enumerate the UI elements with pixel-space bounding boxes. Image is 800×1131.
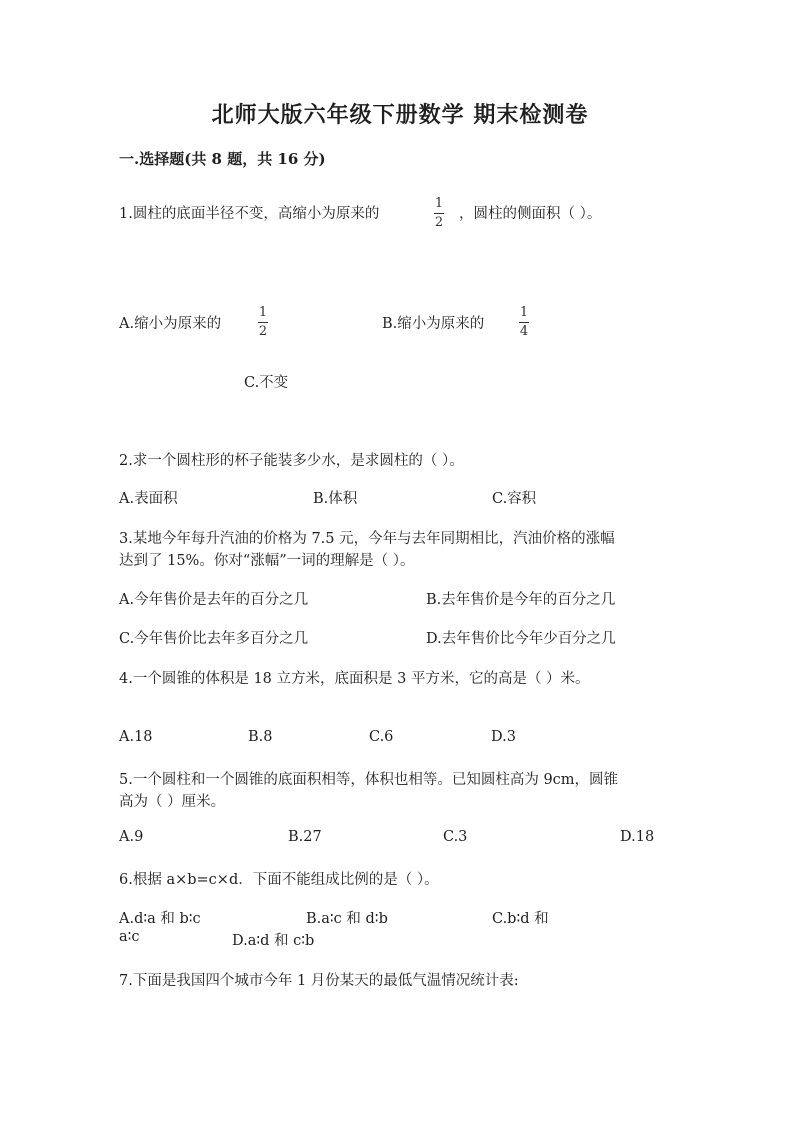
fraction-denominator: 2	[258, 324, 268, 339]
question-5-option-a: A.9	[119, 829, 144, 845]
question-5-stem-line1: 5.一个圆柱和一个圆锥的底面积相等，体积也相等。已知圆柱高为 9cm，圆锥	[119, 772, 619, 788]
fraction-denominator: 4	[519, 324, 529, 339]
question-6-option-a: A.d∶a 和 b∶c	[119, 911, 201, 927]
question-2-stem: 2.求一个圆柱形的杯子能装多少水，是求圆柱的（ ）。	[119, 453, 464, 469]
question-4-option-c: C.6	[369, 729, 394, 745]
question-6-option-c-continued: a∶c	[119, 929, 140, 945]
question-1-stem-part1: 1.圆柱的底面半径不变，高缩小为原来的	[119, 206, 380, 222]
section-heading: 一.选择题(共 8 题，共 16 分)	[119, 150, 326, 168]
question-2-option-b: B.体积	[313, 491, 358, 507]
question-5-option-c: C.3	[443, 829, 468, 845]
question-3-stem-line2: 达到了 15%。你对“涨幅”一词的理解是（ ）。	[119, 553, 415, 569]
question-6-option-c: C.b∶d 和	[492, 911, 549, 927]
question-5-stem-line2: 高为（ ）厘米。	[119, 794, 226, 810]
question-3-option-a: A.今年售价是去年的百分之几	[119, 592, 309, 608]
question-3-option-b: B.去年售价是今年的百分之几	[426, 592, 616, 608]
question-5-option-b: B.27	[288, 829, 322, 845]
fraction-bar	[258, 322, 268, 323]
question-7-stem: 7.下面是我国四个城市今年 1 月份某天的最低气温情况统计表:	[119, 973, 519, 989]
question-2-option-a: A.表面积	[119, 491, 178, 507]
question-1-option-b: B.缩小为原来的	[382, 316, 485, 332]
fraction-bar	[519, 322, 529, 323]
question-6-option-b: B.a∶c 和 d∶b	[306, 911, 388, 927]
question-1-option-b-fraction	[519, 306, 529, 339]
fraction-numerator: 1	[434, 196, 444, 211]
question-5-option-d: D.18	[620, 829, 655, 845]
question-3-option-c: C.今年售价比去年多百分之几	[119, 631, 309, 647]
question-2-option-c: C.容积	[492, 491, 537, 507]
question-1-stem-part2: ，圆柱的侧面积（ ）。	[459, 206, 602, 222]
fraction-numerator: 1	[519, 305, 529, 320]
page-title: 北师大版六年级下册数学 期末检测卷	[211, 102, 589, 128]
question-4-option-d: D.3	[491, 729, 516, 745]
question-3-option-d: D.去年售价比今年少百分之几	[426, 631, 616, 647]
question-4-option-a: A.18	[119, 729, 153, 745]
fraction-denominator: 2	[434, 215, 444, 230]
question-1-option-a-fraction	[258, 306, 268, 339]
question-1-option-a: A.缩小为原来的	[119, 316, 222, 332]
question-3-stem-line1: 3.某地今年每升汽油的价格为 7.5 元，今年与去年同期相比，汽油价格的涨幅	[119, 531, 615, 547]
question-1-fraction	[434, 197, 444, 230]
question-6-stem: 6.根据 a×b=c×d．下面不能组成比例的是（ ）。	[119, 872, 439, 888]
fraction-numerator: 1	[258, 305, 268, 320]
question-4-stem: 4.一个圆锥的体积是 18 立方米，底面积是 3 平方米，它的高是（ ）米。	[119, 671, 590, 687]
question-4-option-b: B.8	[248, 729, 273, 745]
fraction-bar	[434, 213, 444, 214]
question-6-option-d: D.a∶d 和 c∶b	[232, 933, 315, 949]
question-1-option-c: C.不变	[244, 375, 289, 391]
